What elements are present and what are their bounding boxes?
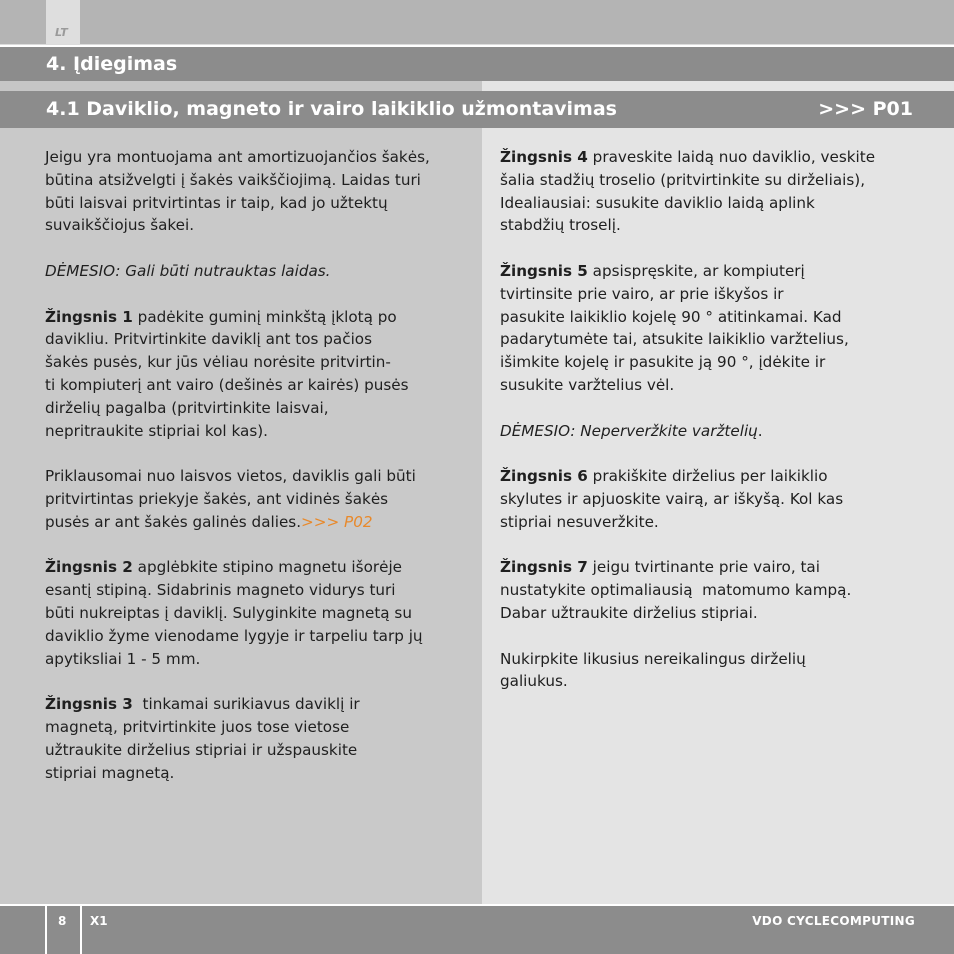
step-3-label: Žingsnis 3 [45,695,133,714]
section-header [0,47,954,81]
step-2-label: Žingsnis 2 [45,558,133,577]
attention-note-2: DĖMESIO: Neperveržkite varžtelių. [500,421,763,440]
language-tab [46,0,80,44]
subsection-header [0,91,954,128]
brand-name: VDO CYCLECOMPUTING [752,914,915,928]
page-number: 8 [58,914,67,928]
right-column-text [500,146,920,716]
language-label: LT [55,26,68,39]
model-name: X1 [90,914,108,928]
step-5-paragraph: Žingsnis 5 apsispręskite, ar kompiuterį tvirtinsite prie vairo, ar prie iškyšos ir pasukite laikiklio kojelę 90 ° atitinkamai. Kad padarytumėte tai, atsukite laikiklio varžtelius, išimkite kojelę ir pasukite ją 90 °, įdėkite ir susukite varžtelius vėl. [500,261,849,394]
footer-separator [80,906,82,954]
page-ref-link[interactable]: >>> P02 [301,512,373,531]
step-6-paragraph: Žingsnis 6 prakiškite dirželius per laikiklio skylutes ir apjuoskite vairą, ar iškyšą. Kol kas stipriai nesuveržkite. [500,467,844,531]
subsection-title: 4.1 Daviklio, magneto ir vairo laikiklio užmontavimas [46,98,617,120]
step-7-label: Žingsnis 7 [500,558,588,577]
step-7-paragraph: Žingsnis 7 jeigu tvirtinante prie vairo, tai nustatykite optimaliausią matomumo kampą. Dabar užtraukite dirželius stipriai. [500,558,852,622]
top-bar [0,0,954,44]
step-5-label: Žingsnis 5 [500,261,588,280]
left-column-text [45,146,470,807]
attention-note-1: DĖMESIO: Gali būti nutrauktas laidas. [45,261,331,280]
step-6-label: Žingsnis 6 [500,467,588,486]
footer-separator [45,906,47,954]
step-2-paragraph: Žingsnis 2 apglėbkite stipino magnetu išorėje esantį stipiną. Sidabrinis magneto vidurys turi būti nukreiptas į daviklį. Sulyginkite magnetą su daviklio žyme vienodame lygyje ir tarpeliu tarp jų apytiksliai 1 - 5 mm. [45,558,423,668]
step-1-paragraph: Žingsnis 1 padėkite guminį minkštą įklotą po davikliu. Pritvirtinkite daviklį ant tos pačios šakės pusės, kur jūs vėliau norėsite pritvirtin- ti kompiuterį ant vairo (dešinės ar kairės) pusės dirželių pagalba (pritvirtinkite laisvai, nepritraukite stipriai kol kas). [45,307,409,440]
step-3-paragraph: Žingsnis 3 tinkamai surikiavus daviklį ir magnetą, pritvirtinkite juos tose vietose užtraukite dirželius stipriai ir užspauskite stipriai magnetą. [45,695,360,782]
step-4-label: Žingsnis 4 [500,148,588,166]
subsection-page-ref: >>> P01 [818,98,913,120]
final-paragraph: Nukirpkite likusius nereikalingus dirželių galiukus. [500,649,806,691]
section-title: 4. Įdiegimas [46,53,178,75]
header-gap [0,81,954,91]
step-4-paragraph: Žingsnis 4 praveskite laidą nuo daviklio, veskite šalia stadžių troselio (pritvirtinkite su dirželiais), Idealiausiai: susukite daviklio laidą aplink stabdžių troselį. [500,148,876,235]
intro-paragraph: Jeigu yra montuojama ant amortizuojančios šakės, būtina atsižvelgti į šakės vaikščiojimą. Laidas turi būti laisvai pritvirtintas ir taip, kad jo užtektų suvaikščiojus šakei. [45,148,430,235]
position-paragraph: Priklausomai nuo laisvos vietos, daviklis gali būti pritvirtintas priekyje šakės, ant vidinės šakės pusės ar ant šakės galinės dalies.>>> P02 [45,467,416,531]
step-1-label: Žingsnis 1 [45,307,133,326]
footer [0,906,954,954]
